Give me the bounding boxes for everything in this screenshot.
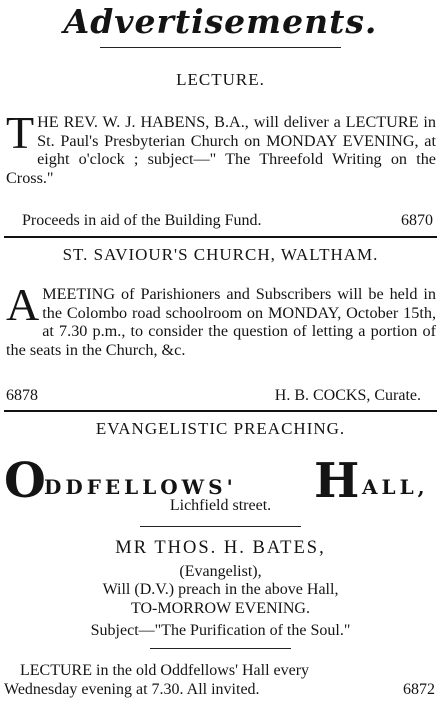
ad1-body-text: HE REV. W. J. HABENS, B.A., will deliver a LECTURE in St. Paul's Presbyterian Church on MONDAY EVENING, at eight o'clock ; subject—" The Threefold Writing on the Cross." — [6, 113, 436, 187]
ad2-footer-number: 6878 — [6, 387, 38, 404]
speaker-name: MR THOS. H. BATES, — [115, 538, 326, 558]
ad3-line4: LECTURE in the old Oddfellows' Hall every — [20, 662, 310, 679]
ad2-heading: ST. SAVIOUR'S CHURCH, WALTHAM. — [62, 245, 379, 264]
ad1-footer-number: 6870 — [401, 212, 433, 229]
ad3-line5: Wednesday evening at 7.30. All invited. — [4, 681, 260, 698]
big-letter-o: O — [4, 453, 46, 509]
big-letter-h: H — [314, 453, 360, 509]
divider — [100, 47, 341, 48]
ad2-dropcap: A — [6, 279, 40, 330]
ad3-footer-number: 6872 — [403, 681, 435, 698]
divider — [4, 236, 437, 238]
divider — [150, 648, 291, 649]
ad1-footer-text: Proceeds in aid of the Building Fund. — [22, 212, 262, 229]
word-hall: ALL, — [362, 475, 429, 499]
ad2-signature: H. B. COCKS, Curate. — [274, 387, 421, 404]
ad1-body — [6, 107, 436, 187]
ad3-line3: Subject—"The Purification of the Soul." — [90, 622, 351, 639]
ad1-heading: LECTURE. — [176, 70, 265, 89]
divider — [4, 410, 437, 412]
masthead: Advertisements. — [63, 2, 378, 41]
ad2-body — [6, 279, 436, 359]
ad3-heading: EVANGELISTIC PREACHING. — [95, 419, 346, 438]
ad3-line2: TO-MORROW EVENING. — [131, 600, 310, 617]
divider — [140, 526, 301, 527]
speaker-role: (Evangelist), — [179, 563, 262, 580]
word-oddfellows: DDFELLOWS' — [44, 475, 237, 499]
ad3-line1: Will (D.V.) preach in the above Hall, — [102, 581, 339, 598]
ad3-subtitle: Lichfield street. — [169, 497, 272, 514]
ad2-body-text: MEETING of Parishioners and Subscribers will be held in the Colombo road schoolroom on MONDAY, October 15th, at 7.30 p.m., to consider the question of letting a portion of the seats in the Church, &c. — [6, 285, 436, 359]
ad1-dropcap: T — [6, 107, 35, 158]
